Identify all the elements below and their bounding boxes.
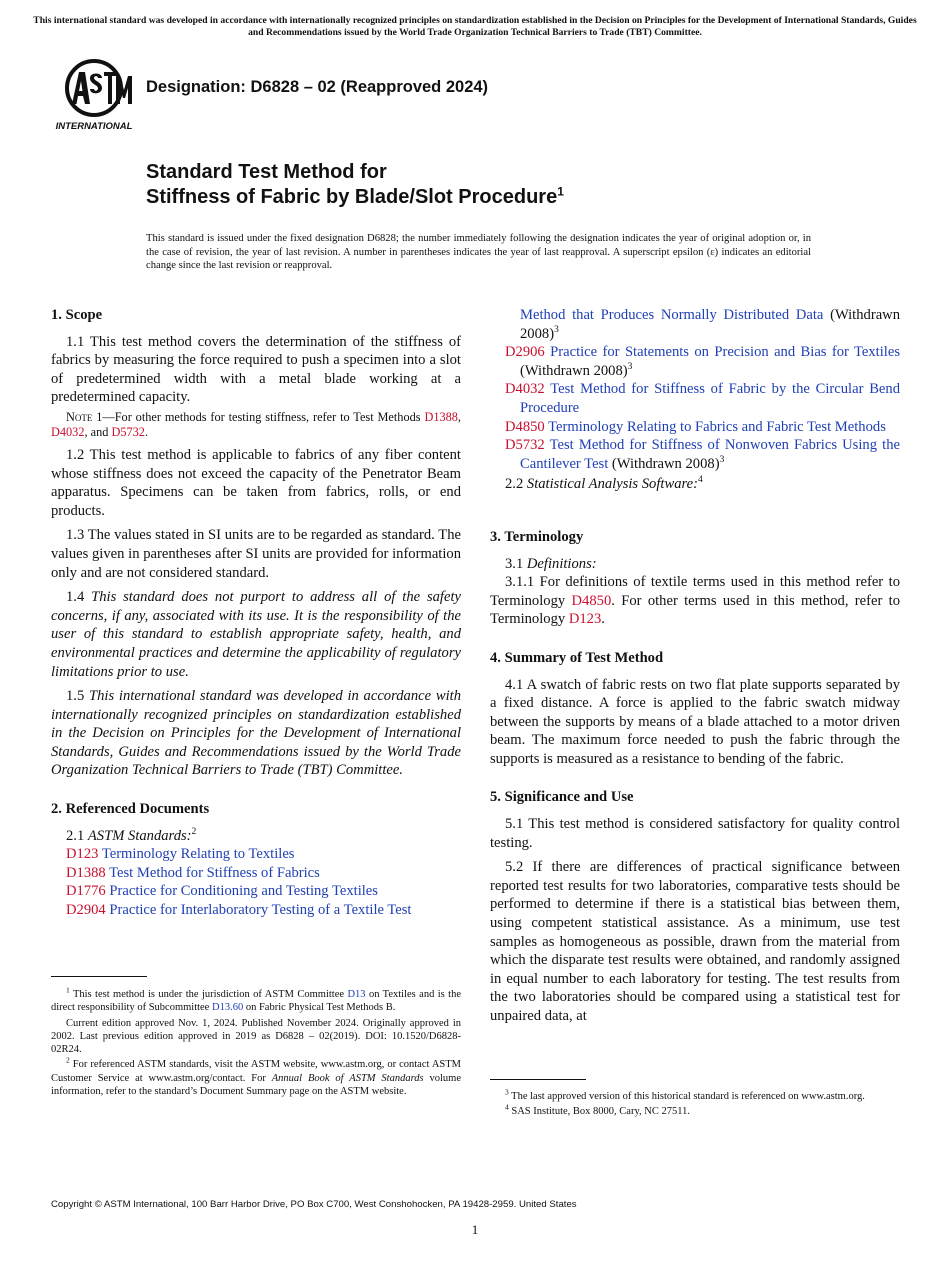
note-label: Note — [66, 409, 93, 424]
title-line-1: Standard Test Method for — [146, 161, 387, 183]
link-d13-60[interactable]: D13.60 — [211, 1002, 244, 1014]
title-line-2-text: Stiffness of Fabric by Blade/Slot Procedure — [146, 186, 558, 208]
link-d4032[interactable]: D4032 — [51, 424, 85, 439]
reference-item — [51, 845, 461, 864]
reference-item: D5732 Test Method for Stiffness of Nonwoven Fabrics Using the Cantilever Test (Withdrawn 2008)$^3$ — [505, 437, 900, 472]
ref-title-link[interactable]: Test Method for Stiffness of Fabric by the Circular Bend Procedure — [520, 381, 901, 416]
paragraph-2-1: 2.1 ASTM Standards:$^2$ — [66, 826, 197, 844]
page-title — [146, 160, 564, 210]
link-d4850[interactable]: D4850 — [571, 592, 612, 609]
paragraph-1-4: 1.4 This standard does not purport to address all of the safety concerns, if any, associated with its use. It is the responsibility of the user of this standard to establish appropriate safety, health, and environmental practices and determine the applicability of regulatory limitations prior to use. — [51, 589, 461, 680]
ref-title-link[interactable]: Practice for Statements on Precision and Bias for Textiles — [550, 344, 901, 361]
footnote-4: $^4$ SAS Institute, Box 8000, Cary, NC 27511. — [505, 1102, 690, 1118]
paragraph-1-5: 1.5 This international standard was developed in accordance with internationally recognized principles on standardization established in the Decision on Principles for the Development of International Standards, Guides and Recommendations issued by the World Trade Organization Technical Barriers to Trade (TBT) Committee. — [51, 688, 462, 779]
footnote-divider-right — [490, 1079, 586, 1080]
footnotes-left — [51, 985, 462, 1098]
section-heading-referenced: 2. Referenced Documents — [51, 801, 210, 818]
copyright-notice: Copyright © ASTM International, 100 Barr Harbor Drive, PO Box C700, West Conshohocken, PA 19428-2959. United States — [51, 1199, 577, 1210]
link-d123[interactable]: D123 — [568, 611, 602, 628]
ref-code-link[interactable]: D2906 — [505, 344, 545, 361]
paragraph-5-1: 5.1 This test method is considered satisfactory for quality control testing. — [490, 816, 900, 851]
ref-code-link[interactable]: D1388 — [66, 864, 106, 881]
footnote-2: $^2$ For referenced ASTM standards, visit the ASTM website, www.astm.org, or contact ASTM Customer Service at www.astm.org/contact. For Annual Book of ASTM Standards volume information, refer to the standard’s Document Summary page on the ASTM website. — [51, 1055, 462, 1098]
edition-note: Current edition approved Nov. 1, 2024. Published November 2024. Originally approved in 2002. Last previous edition approved in 2019 as D6828 – 02(2019). DOI: 10.1520/D6828-02R24. — [51, 1017, 461, 1056]
right-column — [490, 306, 900, 1026]
footnote-3: $^3$ The last approved version of this historical standard is referenced on www.astm.org. — [505, 1087, 865, 1102]
link-d5732[interactable]: D5732 — [111, 424, 145, 439]
astm-logo-icon — [52, 54, 136, 132]
paragraph-3-1-1: 3.1.1 For definitions of textile terms used in this method refer to Terminology D4850. For other terms used in this method, refer to Terminology D123. — [490, 574, 901, 628]
paragraph-2-2: 2.2 Statistical Analysis Software:$^4$ — [505, 475, 703, 493]
ref-title-link[interactable]: Test Method for Stiffness of Fabrics — [109, 864, 320, 881]
ref-code-link[interactable]: D2904 — [66, 902, 106, 919]
link-d13[interactable]: D13 — [347, 989, 366, 1000]
ref-title-link[interactable]: Method that Produces Normally Distributed Data — [520, 307, 824, 323]
reference-item — [51, 882, 461, 901]
footnote-divider-left — [51, 976, 147, 977]
top-notice: This international standard was developed in accordance with internationally recognized principles on standardization established in the Decision on Principles for the Development of International Standards, Guides and Recommendations issued by the World Trade Organization Technical Barriers to Trade (TBT) Committee. — [33, 15, 917, 38]
reference-list-right — [490, 306, 900, 473]
reference-item: D2906 Practice for Statements on Precision and Bias for Textiles (Withdrawn 2008)$^3$ — [505, 344, 901, 379]
ref-code-link[interactable]: D1776 — [66, 883, 106, 900]
ref-code-link[interactable]: D123 — [66, 846, 99, 863]
paragraph-5-2: 5.2 If there are differences of practical significance between reported test results for two laboratories, comparative tests should be performed to determine if there is a statistical bias between them, using competent statistical assistance. As a minimum, use test samples as homogeneous as possible, drawn from the material from which the disparate test results were obtained, and randomly assigned in equal number to each laboratory for testing. The test results from the two laboratories should be compared using a statistical test for unpaired data, at — [490, 859, 900, 1024]
ref-title-link[interactable]: Practice for Conditioning and Testing Textiles — [109, 883, 378, 900]
paragraph-4-1: 4.1 A swatch of fabric rests on two flat plate supports separated by a fixed distance. A force is applied to the fabric swatch midway between the supports by means of a blade attached to a motor driven beam. The maximum force needed to push the fabric through the supports is measured as a resistance to bending of the fabric. — [490, 676, 900, 767]
paragraph-3-1: 3.1 Definitions: — [505, 555, 597, 572]
ref-title-link[interactable]: Terminology Relating to Fabrics and Fabric Test Methods — [548, 418, 886, 435]
left-column — [51, 306, 461, 920]
paragraph-1-1: 1.1 This test method covers the determination of the stiffness of fabrics by measuring the force required to push a specimen into a slot of predetermined width with a metal blade working at a predetermined capacity. — [51, 333, 461, 406]
page-number: 1 — [471, 1222, 479, 1237]
ref-code-link[interactable]: D4850 — [505, 418, 545, 435]
ref-code-link[interactable]: D4032 — [505, 381, 545, 398]
section-heading-scope: 1. Scope — [51, 307, 103, 323]
designation: Designation: D6828 – 02 (Reapproved 2024) — [146, 78, 489, 96]
reference-item — [490, 380, 900, 417]
reference-list-left — [51, 845, 461, 919]
section-heading-significance: 5. Significance and Use — [490, 789, 634, 806]
reference-item-continued: Method that Produces Normally Distributed Data (Withdrawn 2008)$^3$ — [520, 307, 901, 342]
link-d1388[interactable]: D1388 — [424, 409, 458, 424]
paragraph-1-2: 1.2 This test method is applicable to fabrics of any fiber content whose stiffness does not exceed the capacity of the Penetrator Beam apparatus. Specimens can be taken from fabrics, rolls, or end products. — [51, 446, 461, 519]
note-1: Note 1—For other methods for testing stiffness, refer to Test Methods D1388, D4032, and D5732. — [51, 409, 461, 439]
title-line-2 — [146, 185, 564, 210]
ref-title-link[interactable]: Practice for Interlaboratory Testing of a Textile Test — [109, 902, 412, 919]
logo-wordmark: INTERNATIONAL — [55, 121, 133, 132]
footnotes-right — [490, 1087, 900, 1119]
section-heading-summary: 4. Summary of Test Method — [490, 649, 664, 666]
ref-title-link[interactable]: Terminology Relating to Textiles — [101, 846, 295, 863]
paragraph-1-3: 1.3 The values stated in SI units are to be regarded as standard. The values given in parentheses after SI units are provided for information only and are not considered standard. — [51, 527, 461, 581]
section-heading-terminology: 3. Terminology — [490, 528, 584, 545]
reference-item — [51, 901, 461, 920]
reference-item — [51, 864, 461, 883]
issuance-statement: This standard is issued under the fixed designation D6828; the number immediately following the designation indicates the year of original adoption or, in the case of revision, the year of last revision. A number in parentheses indicates the year of last reapproval. A superscript epsilon (ε) indicates an editorial change since the last revision or reapproval. — [146, 233, 811, 271]
ref-title-link[interactable]: Test Method for Stiffness of Nonwoven Fabrics Using the Cantilever Test — [520, 437, 900, 472]
reference-item — [490, 418, 900, 437]
footnote-1: $^1$ This test method is under the jurisdiction of ASTM Committee D13 on Textiles and is the direct responsibility of Subcommittee D13.60 on Fabric Physical Test Methods B. — [51, 985, 461, 1014]
title-footnote-mark: 1 — [557, 184, 564, 199]
ref-code-link[interactable]: D5732 — [505, 437, 545, 454]
